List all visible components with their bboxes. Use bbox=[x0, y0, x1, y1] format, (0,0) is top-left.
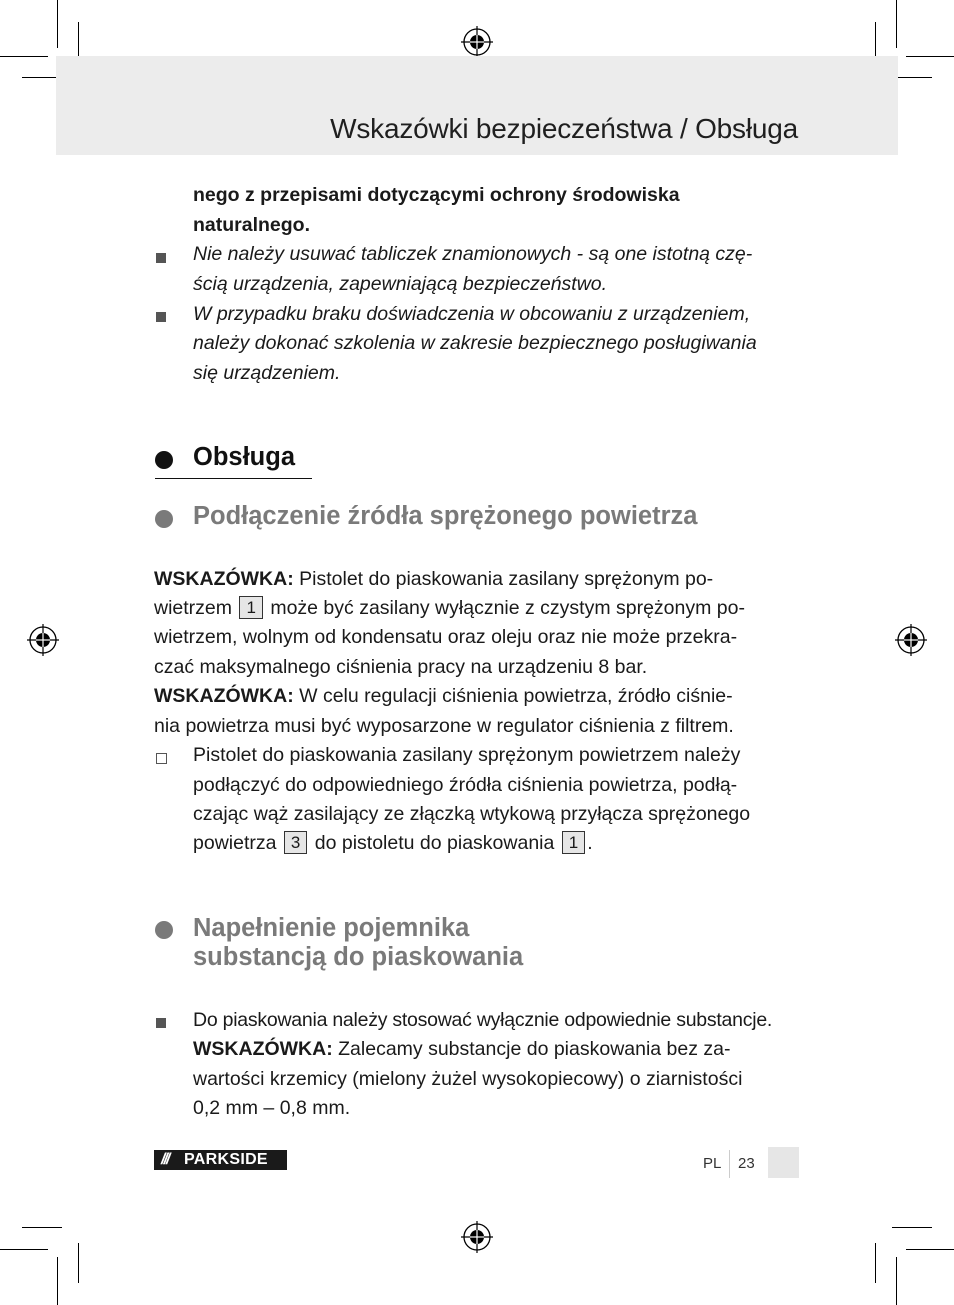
bullet-text: się urządzeniem. bbox=[193, 362, 341, 384]
step-text: podłączyć do odpowiedniego źródła ciśnienia powietrza, podłą- bbox=[193, 774, 738, 796]
heading-underline bbox=[155, 478, 312, 479]
crop-mark bbox=[892, 1227, 932, 1228]
crop-mark bbox=[875, 1243, 876, 1283]
page-title: Wskazówki bezpieczeństwa / Obsługa bbox=[330, 113, 798, 144]
bullet-text: należy dokonać szkolenia w zakresie bezpiecznego posługiwania bbox=[193, 332, 757, 354]
intro-line: naturalnego. bbox=[193, 214, 311, 236]
note-text: wietrzem, wolnym od kondensatu oraz oleju oraz nie może przekra- bbox=[154, 626, 738, 648]
note-text: wietrzem bbox=[154, 597, 238, 619]
heading-bullet-icon bbox=[155, 510, 173, 528]
note-paragraph bbox=[154, 682, 733, 712]
step-text: do pistoletu do piaskowania bbox=[309, 832, 560, 854]
note-text: nia powietrza musi być wyposarzone w regulator ciśnienia z filtrem. bbox=[154, 715, 734, 737]
crop-mark bbox=[892, 77, 932, 78]
crop-mark bbox=[906, 1249, 954, 1250]
note-text: 0,2 mm – 0,8 mm. bbox=[193, 1097, 351, 1119]
crop-mark bbox=[78, 1243, 79, 1283]
part-reference: 1 bbox=[239, 596, 262, 619]
footer-divider bbox=[729, 1150, 730, 1178]
note-text: czać maksymalnego ciśnienia pracy na urządzeniu 8 bar. bbox=[154, 656, 648, 678]
section-heading-fill: substancją do piaskowania bbox=[193, 943, 524, 971]
note-paragraph bbox=[154, 565, 713, 595]
bullet-text: Do piaskowania należy stosować wyłącznie odpowiednie substancje. bbox=[193, 1009, 773, 1031]
crop-mark bbox=[896, 1257, 897, 1305]
logo-slashes: /// bbox=[161, 1151, 169, 1168]
crop-mark bbox=[57, 1257, 58, 1305]
intro-line: nego z przepisami dotyczącymi ochrony środowiska bbox=[193, 184, 680, 206]
page-number: 23 bbox=[738, 1155, 755, 1172]
crop-mark bbox=[0, 1249, 48, 1250]
note-paragraph bbox=[193, 1035, 731, 1065]
bullet-square-icon bbox=[156, 312, 166, 322]
logo-text: PARKSIDE bbox=[184, 1151, 268, 1168]
section-heading-fill: Napełnienie pojemnika bbox=[193, 914, 470, 942]
step-text: powietrza bbox=[193, 832, 282, 854]
note-text: może być zasilany wyłącznie z czystym sprężonym po- bbox=[264, 597, 745, 619]
step-text: Pistolet do piaskowania zasilany sprężonym powietrzem należy bbox=[193, 744, 741, 766]
registration-mark-icon bbox=[895, 624, 927, 656]
crop-mark bbox=[896, 0, 897, 48]
crop-mark bbox=[22, 1227, 62, 1228]
crop-mark bbox=[906, 56, 954, 57]
note-paragraph bbox=[154, 594, 745, 624]
note-text: wartości krzemicy (mielony żużel wysokopiecowy) o ziarnistości bbox=[193, 1068, 743, 1090]
registration-mark-icon bbox=[461, 26, 493, 58]
section-heading-connect: Podłączenie źródła sprężonego powietrza bbox=[193, 502, 698, 530]
note-text: Pistolet do piaskowania zasilany sprężonym po- bbox=[293, 568, 714, 590]
section-heading-obsluga: Obsługa bbox=[193, 443, 296, 471]
footer-tab bbox=[768, 1147, 799, 1178]
note-text: W celu regulacji ciśnienia powietrza, źródło ciśnie- bbox=[293, 685, 733, 707]
crop-mark bbox=[0, 56, 48, 57]
bullet-text: ścią urządzenia, zapewniającą bezpieczeństwo. bbox=[193, 273, 608, 295]
registration-mark-icon bbox=[27, 624, 59, 656]
note-label: WSKAZÓWKA: bbox=[154, 685, 294, 707]
note-text: Zalecamy substancje do piaskowania bez za- bbox=[332, 1038, 731, 1060]
bullet-text: W przypadku braku doświadczenia w obcowaniu z urządzeniem, bbox=[193, 303, 751, 325]
step-text: czając wąż zasilający ze złączką wtykową przyłącza sprężonego bbox=[193, 803, 751, 825]
step-text: . bbox=[587, 832, 593, 854]
note-label: WSKAZÓWKA: bbox=[193, 1038, 333, 1060]
part-reference: 1 bbox=[562, 831, 585, 854]
heading-bullet-icon bbox=[155, 451, 173, 469]
step-checkbox-icon bbox=[156, 753, 167, 764]
crop-mark bbox=[57, 0, 58, 48]
bullet-text: Nie należy usuwać tabliczek znamionowych - są one istotną czę- bbox=[193, 243, 753, 265]
note-label: WSKAZÓWKA: bbox=[154, 568, 294, 590]
heading-bullet-icon bbox=[155, 921, 173, 939]
language-code: PL bbox=[703, 1155, 722, 1172]
bullet-square-icon bbox=[156, 1018, 166, 1028]
part-reference: 3 bbox=[284, 831, 307, 854]
registration-mark-icon bbox=[461, 1221, 493, 1253]
step-paragraph bbox=[193, 829, 593, 859]
parkside-logo bbox=[154, 1150, 287, 1170]
bullet-square-icon bbox=[156, 253, 166, 263]
